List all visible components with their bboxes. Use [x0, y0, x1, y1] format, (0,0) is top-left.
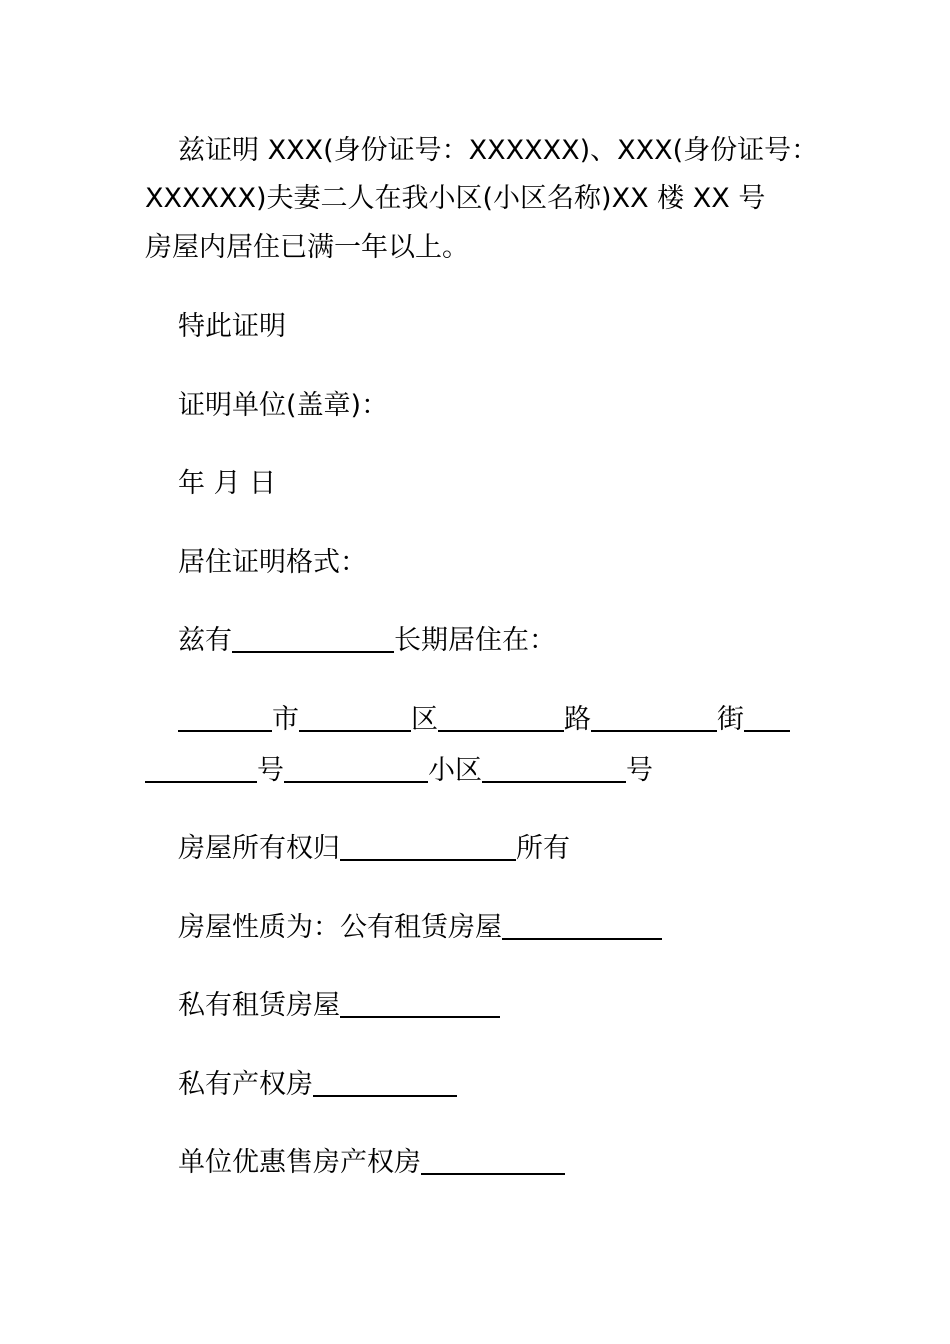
owner-blank[interactable]: [340, 833, 516, 861]
nature-private-property-label: 私有产权房: [178, 1069, 313, 1100]
nature-unit-discount-line: [178, 1147, 878, 1179]
ownership-suffix: 所有: [516, 833, 570, 864]
resident-prefix: 兹有: [178, 625, 232, 656]
nature-unit-discount-blank[interactable]: [421, 1147, 565, 1175]
ownership-prefix: 房屋所有权归: [178, 833, 340, 864]
address-line-1: [178, 704, 878, 736]
format-heading: 居住证明格式：: [178, 547, 367, 578]
resident-name-blank[interactable]: [232, 625, 394, 653]
city-blank[interactable]: [178, 704, 272, 732]
road-blank[interactable]: [438, 704, 564, 732]
community-label: 小区: [428, 755, 482, 786]
district-label: 区: [411, 704, 438, 735]
nature-private-property-line: [178, 1069, 878, 1101]
district-blank[interactable]: [299, 704, 411, 732]
nature-public-blank[interactable]: [502, 912, 662, 940]
street-label: 街: [717, 704, 744, 735]
paragraph-line: 兹证明 XXX(身份证号：XXXXXX)、XXX(身份证号：: [178, 135, 819, 166]
ownership-line: [178, 833, 878, 865]
unit-number-blank[interactable]: [482, 755, 626, 783]
resident-line: [178, 625, 878, 657]
nature-private-rental-line: [178, 990, 878, 1022]
number-label: 号: [257, 755, 284, 786]
city-label: 市: [272, 704, 299, 735]
paragraph-line: XXXXXX)夫妻二人在我小区(小区名称)XX 楼 XX 号: [145, 183, 766, 214]
house-number-blank[interactable]: [744, 704, 790, 732]
date-line: 年 月 日: [178, 468, 277, 499]
nature-private-rental-blank[interactable]: [340, 990, 500, 1018]
resident-suffix: 长期居住在：: [394, 625, 556, 656]
address-line-2: [145, 755, 845, 787]
paragraph-line: 房屋内居住已满一年以上。: [145, 232, 469, 263]
road-label: 路: [564, 704, 591, 735]
house-number-blank-cont[interactable]: [145, 755, 257, 783]
unit-number-label: 号: [626, 755, 653, 786]
issuer-label: 证明单位(盖章)：: [178, 390, 389, 421]
certify-text: 特此证明: [178, 311, 286, 342]
nature-private-property-blank[interactable]: [313, 1069, 457, 1097]
nature-private-rental-label: 私有租赁房屋: [178, 990, 340, 1021]
street-blank[interactable]: [591, 704, 717, 732]
nature-public-label: 房屋性质为：公有租赁房屋: [178, 912, 502, 943]
community-blank[interactable]: [284, 755, 428, 783]
nature-unit-discount-label: 单位优惠售房产权房: [178, 1147, 421, 1178]
nature-public-line: [178, 912, 878, 944]
